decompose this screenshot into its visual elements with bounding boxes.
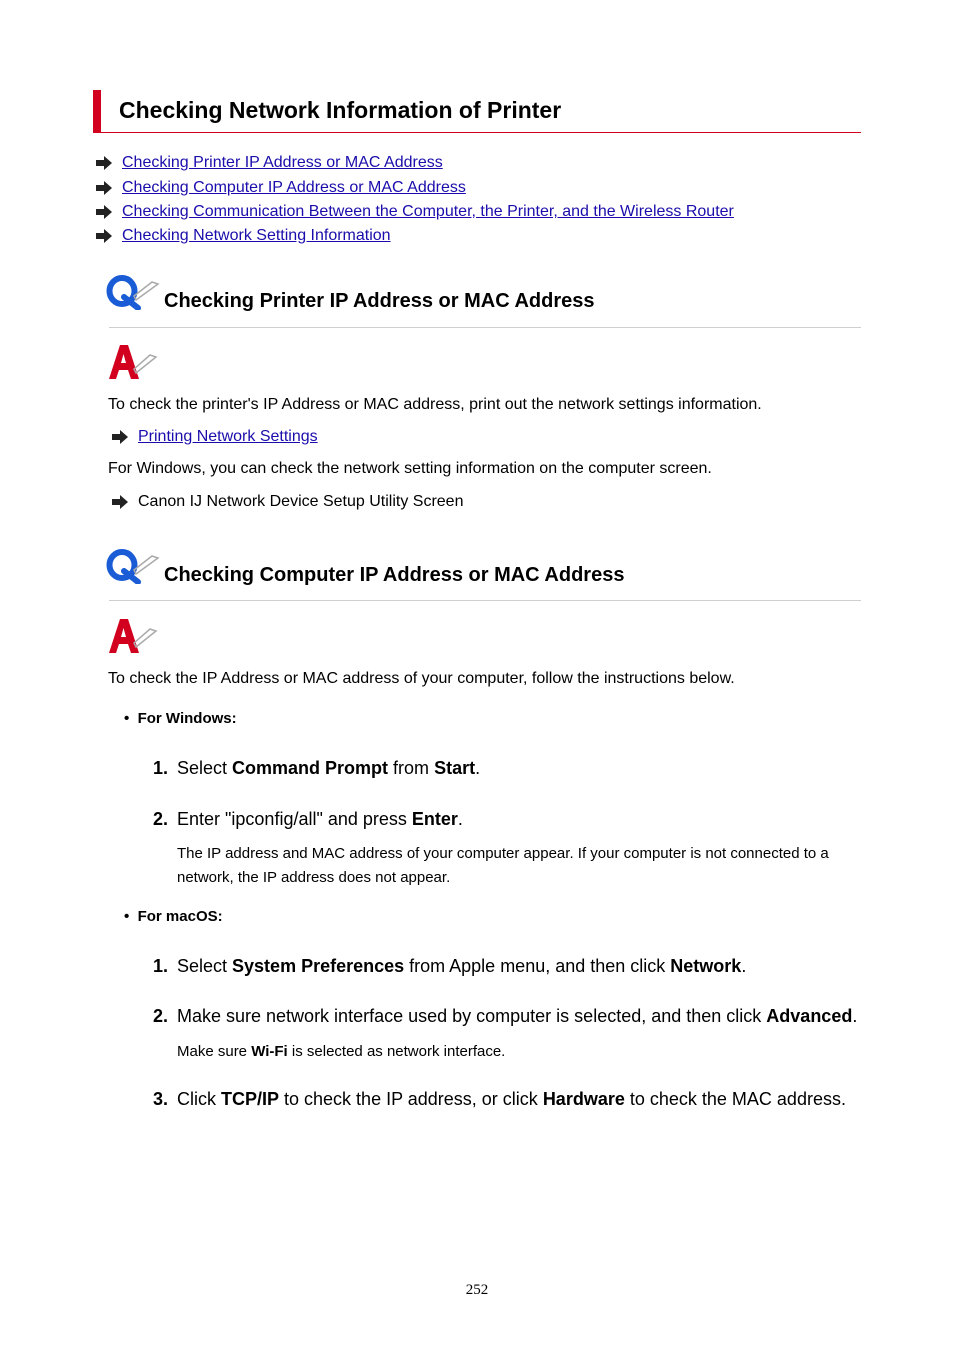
windows-step-1: 1. Select Command Prompt from Start. bbox=[153, 758, 481, 778]
toc-link-printer-ip[interactable]: Checking Printer IP Address or MAC Address bbox=[122, 154, 443, 171]
arrow-right-icon bbox=[96, 156, 112, 170]
bullet-dot: • bbox=[124, 908, 138, 925]
q-icon bbox=[106, 546, 160, 584]
title-accent-bar bbox=[93, 90, 101, 133]
arrow-right-icon bbox=[96, 229, 112, 243]
arrow-right-icon bbox=[96, 181, 112, 195]
title-underline bbox=[101, 132, 861, 133]
section-divider bbox=[109, 600, 861, 601]
toc-item[interactable] bbox=[96, 202, 734, 222]
page-number: 252 bbox=[465, 1282, 489, 1298]
bullet-windows bbox=[124, 710, 237, 727]
arrow-right-icon bbox=[112, 495, 128, 509]
macos-step-1: 1. Select System Preferences from Apple menu, and then click Network. bbox=[153, 956, 747, 976]
answer-paragraph: To check the printer's IP Address or MAC address, print out the network settings information. bbox=[108, 396, 762, 413]
toc-link-computer-ip[interactable]: Checking Computer IP Address or MAC Address bbox=[122, 179, 466, 196]
link-item[interactable] bbox=[112, 427, 318, 447]
arrow-right-icon bbox=[96, 205, 112, 219]
answer-paragraph: For Windows, you can check the network setting information on the computer screen. bbox=[108, 460, 712, 477]
printing-network-settings-link[interactable]: Printing Network Settings bbox=[138, 428, 318, 445]
toc-item[interactable] bbox=[96, 153, 443, 173]
bullet-dot: • bbox=[124, 710, 138, 727]
macos-step-2: 2. Make sure network interface used by computer is selected, and then click Advanced. bbox=[153, 1006, 858, 1026]
page-title: Checking Network Information of Printer bbox=[119, 97, 562, 123]
section-divider bbox=[109, 327, 861, 328]
windows-step-2-note: The IP address and MAC address of your computer appear. If your computer is not connected to a network, the IP address does not appear. bbox=[177, 845, 829, 886]
question-heading: Checking Printer IP Address or MAC Address bbox=[164, 290, 595, 312]
bullet-macos bbox=[124, 908, 223, 925]
a-icon bbox=[106, 617, 160, 655]
windows-step-2: 2. Enter "ipconfig/all" and press Enter. bbox=[153, 809, 463, 829]
windows-label: For Windows: bbox=[137, 710, 237, 727]
question-heading: Checking Computer IP Address or MAC Address bbox=[164, 564, 625, 586]
toc-item[interactable] bbox=[96, 178, 466, 198]
macos-label: For macOS: bbox=[137, 908, 223, 925]
a-icon bbox=[106, 343, 160, 381]
toc-item[interactable] bbox=[96, 226, 391, 246]
reference-text: Canon IJ Network Device Setup Utility Screen bbox=[138, 493, 464, 510]
toc-link-communication[interactable]: Checking Communication Between the Computer, the Printer, and the Wireless Router bbox=[122, 203, 734, 220]
macos-step-3: 3. Click TCP/IP to check the IP address, or click Hardware to check the MAC address. bbox=[153, 1089, 846, 1109]
reference-item bbox=[112, 492, 463, 512]
toc-link-network-setting[interactable]: Checking Network Setting Information bbox=[122, 227, 391, 244]
q-icon bbox=[106, 272, 160, 310]
arrow-right-icon bbox=[112, 430, 128, 444]
macos-step-2-note: Make sure Wi-Fi is selected as network interface. bbox=[177, 1043, 506, 1060]
answer-paragraph: To check the IP Address or MAC address of your computer, follow the instructions below. bbox=[108, 670, 735, 687]
